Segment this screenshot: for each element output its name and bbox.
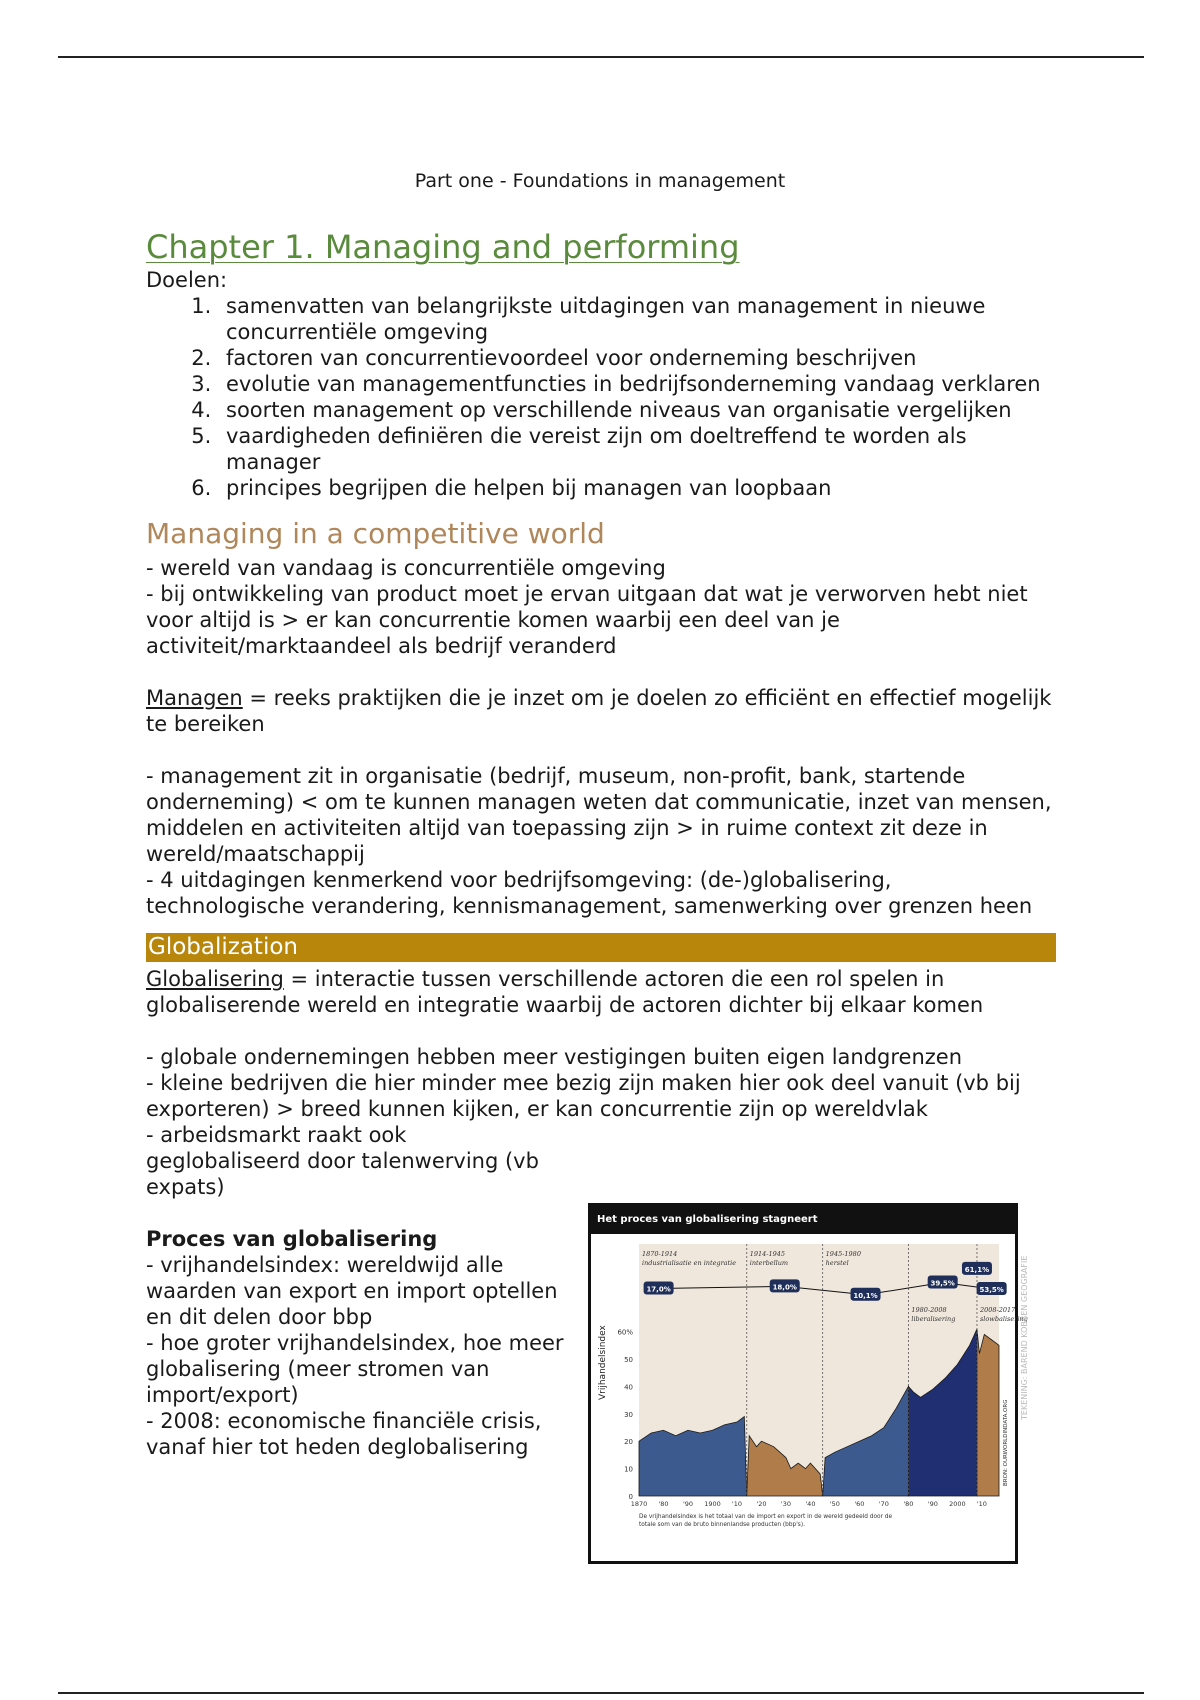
y-tick-label: 60% <box>617 1328 633 1337</box>
definition-text: = reeks praktijken die je inzet om je doelen zo efficiënt en effectief mogelijk te bereiken <box>146 686 1052 736</box>
paragraph: - arbeidsmarkt raakt ook geglobaliseerd door talenwerving (vb expats) <box>146 1123 539 1199</box>
x-tick-label: '60 <box>854 1500 865 1508</box>
paragraph: - 2008: economische financiële crisis, vanaf hier tot heden deglobalisering <box>146 1409 542 1459</box>
period-name: interbellum <box>749 1259 789 1267</box>
paragraph: - vrijhandelsindex: wereldwijd alle waarden van export en import optellen en dit delen door bbp <box>146 1253 558 1329</box>
chart-credit: TEKENING: BAREND KOBBEN GEOGRAFIE <box>1020 1255 1029 1420</box>
paragraph: - bij ontwikkeling van product moet je ervan uitgaan dat wat je verworven hebt niet voor altijd is > er kan concurrentie komen waarbij een deel van je activiteit/marktaandeel als bedrijf veranderd <box>146 582 1028 658</box>
x-tick-label: '30 <box>780 1500 791 1508</box>
y-tick-label: 0 <box>628 1493 633 1501</box>
period-years: 2008-2017 <box>979 1306 1016 1314</box>
period-name: slowbalisering <box>979 1315 1028 1323</box>
left-column <box>146 1122 566 1460</box>
x-tick-label: '50 <box>829 1500 840 1508</box>
period-years: 1980-2008 <box>911 1306 947 1314</box>
x-tick-label: 1900 <box>704 1500 721 1508</box>
goal-item: 4. soorten management op verschillende niveaus van organisatie vergelijken <box>218 397 1056 423</box>
y-axis-label: Vrijhandelsindex <box>598 1325 608 1400</box>
x-tick-label: '10 <box>731 1500 742 1508</box>
chart-caption: totale som van de bruto binnenlandse producten (bbp's). <box>639 1522 805 1528</box>
paragraph: - 4 uitdagingen kenmerkend voor bedrijfsomgeving: (de-)globalisering, technologische verandering, kennismanagement, samenwerking over grenzen heen <box>146 868 1033 918</box>
y-tick-label: 30 <box>624 1410 633 1419</box>
x-tick-label: '90 <box>682 1500 694 1508</box>
x-tick-label: '10 <box>976 1500 987 1508</box>
section-title-globalization: Globalization <box>146 933 1056 962</box>
period-years: 1870-1914 <box>642 1250 678 1258</box>
average-label: 39,5% <box>930 1279 955 1288</box>
paragraph: - management zit in organisatie (bedrijf, museum, non-profit, bank, startende onderneming) < om te kunnen managen weten dat communicatie, inzet van mensen, middelen en activiteiten altijd van toepassing zijn > in ruime context zit deze in wereld/maatschappij <box>146 764 1052 866</box>
x-tick-label: '90 <box>927 1500 938 1508</box>
definition-text: = interactie tussen verschillende actoren die een rol spelen in globaliserende wereld en integratie waarbij de actoren dichter bij elkaar komen <box>146 967 984 1017</box>
average-label: 17,0% <box>646 1285 671 1294</box>
y-tick-label: 40 <box>624 1383 633 1392</box>
period-name: herstel <box>825 1259 849 1267</box>
definition-term: Globalisering <box>146 967 284 991</box>
paragraph: - globale ondernemingen hebben meer vestigingen buiten eigen landgrenzen <box>146 1045 963 1069</box>
chart-title: Het proces van globalisering stagneert <box>591 1206 1015 1234</box>
goal-item: 5. vaardigheden definiëren die vereist zijn om doeltreffend te worden als manager <box>218 423 1056 475</box>
goal-item: 1. samenvatten van belangrijkste uitdagingen van management in nieuwe concurrentiële omgeving <box>218 293 1056 345</box>
chart-caption: De vrijhandelsindex is het totaal van de import en export in de wereld gedeeld door de <box>639 1514 893 1520</box>
goals-label: Doelen: <box>146 268 228 292</box>
y-tick-label: 50 <box>624 1356 633 1365</box>
average-label: 10,1% <box>853 1291 878 1300</box>
period-years: 1945-1980 <box>825 1250 861 1258</box>
section-title-competitive: Managing in a competitive world <box>146 517 605 550</box>
period-years: 1914-1945 <box>749 1250 786 1258</box>
goal-item: 2. factoren van concurrentievoordeel voor onderneming beschrijven <box>218 345 1056 371</box>
x-tick-label: '20 <box>756 1500 767 1508</box>
y-tick-label: 20 <box>624 1438 633 1447</box>
definition-term: Managen <box>146 686 243 710</box>
process-title: Proces van globalisering <box>146 1227 438 1251</box>
x-tick-label: '80 <box>903 1500 914 1508</box>
chapter-title: Chapter 1. Managing and performing <box>146 228 740 266</box>
paragraph: - kleine bedrijven die hier minder mee bezig zijn maken hier ook deel vanuit (vb bij exporteren) > breed kunnen kijken, er kan concurrentie zijn op wereldvlak <box>146 1071 1021 1121</box>
paragraph: - wereld van vandaag is concurrentiële omgeving <box>146 556 666 580</box>
bottom-rule <box>58 1692 1144 1694</box>
x-tick-label: '40 <box>805 1500 816 1508</box>
peak-label: 61,1% <box>964 1265 990 1274</box>
definition-globalisering <box>146 966 1056 1018</box>
goals-list <box>146 293 1056 501</box>
x-tick-label: 1870 <box>630 1500 648 1508</box>
x-tick-label: '70 <box>878 1500 889 1508</box>
average-label: 18,0% <box>772 1283 797 1292</box>
definition-managen <box>146 685 1056 737</box>
goal-item: 6. principes begrijpen die helpen bij managen van loopbaan <box>218 475 1056 501</box>
part-title: Part one - Foundations in management <box>414 170 786 192</box>
top-rule <box>58 56 1144 58</box>
goal-item: 3. evolutie van managementfuncties in bedrijfsonderneming vandaag verklaren <box>218 371 1056 397</box>
area-period <box>977 1329 999 1496</box>
period-name: industrialisatie en integratie <box>642 1259 737 1267</box>
paragraph: - hoe groter vrijhandelsindex, hoe meer globalisering (meer stromen van import/export) <box>146 1331 564 1407</box>
average-label: 53,5% <box>979 1285 1004 1294</box>
chart-source: BRON: OURWORLDINDATA.ORG <box>1003 1399 1009 1486</box>
x-tick-label: 2000 <box>949 1500 966 1508</box>
x-tick-label: '80 <box>658 1500 669 1508</box>
period-name: liberalisering <box>911 1315 956 1323</box>
y-tick-label: 10 <box>624 1465 633 1474</box>
